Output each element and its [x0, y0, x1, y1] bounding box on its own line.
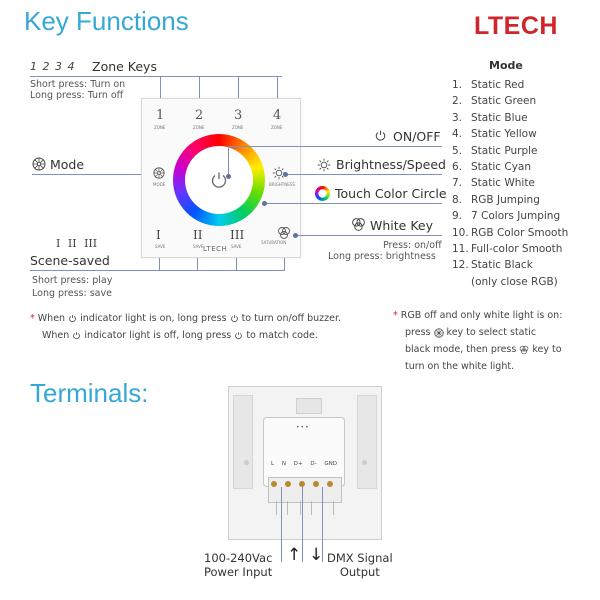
touch-leader-line [264, 203, 442, 204]
plate-rail-left [233, 395, 253, 489]
note-text: turn on the white light. [405, 361, 515, 372]
mode-key-caption: MODE [153, 182, 166, 187]
leader-dot [293, 233, 298, 238]
power-input-line: Power Input [204, 565, 273, 579]
mode-key-icon[interactable] [153, 167, 165, 179]
plate-rail-right [357, 395, 377, 489]
saturation-key-icon[interactable] [277, 226, 291, 240]
white-key-icon [351, 217, 366, 232]
note-left-line-1 [30, 310, 341, 327]
white-key-long-press: Long press: brightness [328, 251, 436, 262]
zone-key-caption: ZONE [154, 125, 166, 130]
note-text: press [405, 327, 431, 338]
note-text: key to select static [446, 327, 537, 338]
zone-number: 3 [55, 60, 62, 73]
arrow-down-icon: ↓ [309, 545, 324, 565]
terminal-wire-slot [276, 501, 288, 515]
zone-long-press: Long press: Turn off [30, 90, 124, 101]
note-text: black mode, then press [405, 344, 517, 355]
brightness-leader-line [286, 174, 442, 175]
zone-leader-drop [160, 76, 161, 100]
arrow-up-icon: ↑ [287, 545, 302, 565]
scene-key-2[interactable]: II [193, 228, 203, 242]
mode-list-item: 7. Static White [452, 177, 535, 190]
white-key-leader-line [297, 235, 442, 236]
brightness-icon [317, 158, 331, 172]
power-icon [230, 314, 239, 323]
scene-short-press: Short press: play [32, 275, 113, 286]
scene-key-caption: SAVE [231, 244, 242, 249]
mode-list [452, 77, 568, 290]
note-text: key to [532, 344, 562, 355]
brightness-speed-label: Brightness/Speed [336, 157, 446, 172]
scene-numeral: I [56, 237, 61, 250]
brightness-key-caption: BRIGHTNESS [269, 182, 295, 187]
note-text: indicator light is off, long press [84, 330, 232, 341]
note-text: When [37, 313, 66, 324]
zone-numbers [30, 60, 75, 73]
power-input-line: 100-240Vac [204, 551, 273, 565]
note-star: * [393, 310, 398, 321]
power-input-label [204, 551, 272, 579]
mode-list-item: 9. 7 Colors Jumping [452, 210, 561, 223]
module-indicator: ••• [296, 424, 310, 431]
terminal-screw [285, 481, 291, 487]
onoff-label: ON/OFF [393, 129, 441, 144]
white-key-short-press: Press: on/off [383, 240, 442, 251]
zone-key-caption: ZONE [271, 125, 283, 130]
note-star: * [30, 313, 35, 324]
onoff-icon [374, 129, 387, 142]
mode-list-item: 8. RGB Jumping [452, 193, 540, 206]
plate-screw [244, 460, 249, 465]
note-text: RGB off and only white light is on: [400, 310, 563, 321]
plate-screw [362, 460, 367, 465]
note-left [30, 310, 341, 344]
white-key-icon [519, 345, 529, 355]
pin-label: GND [324, 461, 337, 467]
mode-list-item: 10. RGB Color Smooth [452, 226, 569, 239]
note-text: When [42, 330, 70, 341]
onoff-leader-drop [228, 146, 229, 176]
mode-list-item: 2. Static Green [452, 95, 537, 108]
plate-clip [296, 398, 322, 414]
zone-key-2[interactable]: 2 [195, 108, 204, 123]
zone-key-1[interactable]: 1 [156, 108, 165, 123]
scene-long-press: Long press: save [32, 288, 112, 299]
zone-leader-line [30, 76, 282, 77]
zone-short-press: Short press: Turn on [30, 79, 126, 90]
color-circle-icon [315, 186, 330, 201]
zone-key-caption: ZONE [232, 125, 244, 130]
panel-brand: LTECH [203, 245, 228, 253]
mode-leader-line [32, 174, 155, 175]
pin-label: L [271, 461, 275, 467]
terminal-screw [327, 481, 333, 487]
scene-key-1[interactable]: I [156, 228, 161, 242]
mode-list-note: (only close RGB) [471, 275, 558, 288]
zone-keys-label: Zone Keys [92, 59, 157, 74]
note-text: to turn on/off buzzer. [241, 313, 341, 324]
dmx-output-line: Output [339, 565, 380, 579]
scene-key-3[interactable]: III [230, 228, 245, 242]
mode-list-item: 4. Static Yellow [452, 128, 537, 141]
power-icon [234, 331, 243, 340]
mode-list-title: Mode [489, 59, 523, 72]
scene-numeral: III [84, 237, 98, 250]
note-text: to match code. [246, 330, 318, 341]
note-right [393, 307, 562, 375]
brand-logo: LTECH [474, 12, 558, 40]
mode-list-item: 11. Full-color Smooth [452, 243, 563, 256]
terminal-screw [313, 481, 319, 487]
note-right-line-1 [393, 307, 562, 324]
onoff-leader-line [228, 146, 442, 147]
terminal-pin-labels [271, 461, 337, 467]
dmx-output-label [327, 551, 393, 579]
note-right-line-3 [393, 341, 562, 358]
scene-numeral: II [67, 237, 77, 250]
leader-dot [262, 201, 267, 206]
terminals-title: Terminals: [30, 378, 149, 408]
zone-key-caption: ZONE [193, 125, 205, 130]
power-icon[interactable] [209, 170, 229, 190]
leader-dot [226, 174, 231, 179]
zone-leader-drop [277, 76, 278, 100]
power-icon [72, 331, 81, 340]
mode-icon [32, 157, 46, 171]
mode-list-item: 12. Static Black [452, 259, 533, 272]
terminal-wire-slot [322, 501, 334, 515]
zone-leader-drop [199, 76, 200, 100]
note-text: indicator light is on, long press [80, 313, 227, 324]
saturation-key-caption: SATURATION [261, 240, 287, 245]
mode-list-item: 1. Static Red [452, 79, 525, 91]
pin-label: D- [310, 461, 317, 467]
page-title: Key Functions [24, 6, 189, 36]
scene-numerals [56, 237, 97, 250]
pin-label: N [281, 461, 286, 467]
power-leader-line [281, 487, 282, 562]
dmx-leader-line [302, 487, 303, 562]
leader-dot [283, 172, 288, 177]
note-right-line-4 [393, 358, 562, 375]
note-left-line-2 [30, 327, 341, 344]
mode-label: Mode [50, 157, 85, 172]
scene-key-caption: SAVE [155, 244, 166, 249]
zone-number: 4 [67, 60, 75, 73]
scene-key-caption: SAVE [193, 244, 204, 249]
zone-number: 2 [42, 60, 50, 73]
white-key-label: White Key [370, 218, 433, 233]
zone-key-4[interactable]: 4 [273, 108, 282, 123]
zone-number: 1 [30, 60, 37, 73]
terminal-screw [271, 481, 277, 487]
touch-color-circle-label: Touch Color Circle [335, 186, 447, 201]
scene-saved-label: Scene-saved [30, 253, 110, 268]
note-right-line-2 [393, 324, 562, 341]
mode-list-item: 5. Static Purple [452, 144, 538, 157]
scene-leader-line [30, 270, 285, 271]
power-icon [68, 314, 77, 323]
mode-list-item: 6. Static Cyan [452, 161, 531, 174]
zone-key-3[interactable]: 3 [234, 108, 243, 123]
zone-leader-drop [238, 76, 239, 100]
mode-icon [434, 328, 444, 338]
pin-label: D+ [293, 461, 303, 467]
dmx-output-line: DMX Signal [327, 551, 393, 565]
mode-list-item: 3. Static Blue [452, 111, 528, 124]
